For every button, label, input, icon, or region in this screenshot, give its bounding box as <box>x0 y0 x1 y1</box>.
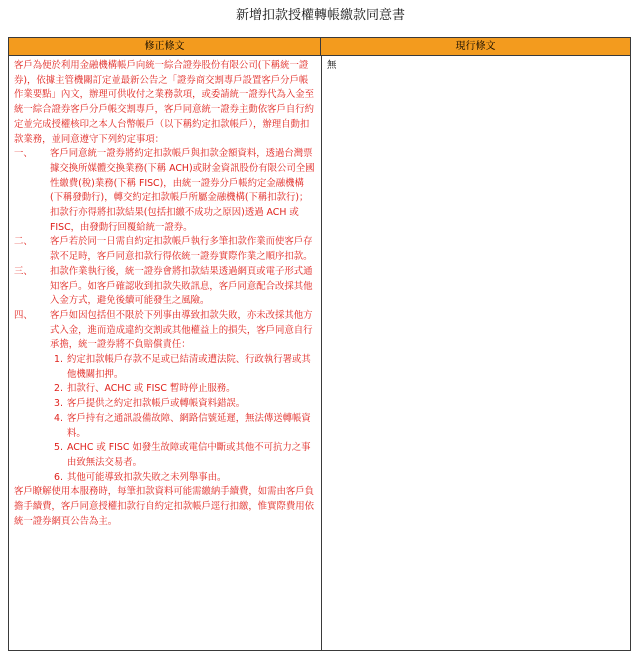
subclause-4 <box>14 412 316 441</box>
clause-number: 四、 <box>14 309 33 321</box>
clause-text: 客戶如因包括但不限於下列事由導致扣款失敗，亦未改採其他方式入金，進而造成違約交割或其他權益上的損失，客戶同意自行承擔，統一證券將不負賠償責任： <box>50 309 313 351</box>
subclause-text: ACHC 或 FISC 如發生故障或電信中斷或其他不可抗力之事由致無法交易者。 <box>67 442 311 468</box>
clause-number: 一、 <box>14 148 33 160</box>
clause-number: 三、 <box>14 265 33 277</box>
subclause-text: 客戶提供之約定扣款帳戶或轉帳資料錯誤。 <box>67 398 246 410</box>
clause-2 <box>14 235 316 264</box>
subclause-text: 扣款行、ACHC 或 FISC 暫時停止服務。 <box>67 383 236 395</box>
subclause-number: 2. <box>54 383 63 395</box>
subclause-number: 3. <box>54 398 63 410</box>
header-revised: 修正條文 <box>9 38 321 56</box>
column-divider <box>321 56 322 650</box>
clause-number: 二、 <box>14 236 33 248</box>
subclause-2 <box>14 382 316 397</box>
subclause-number: 6. <box>54 471 63 483</box>
revised-column <box>14 59 316 530</box>
revised-intro: 客戶為便於利用金融機構帳戶向統一綜合證券股份有限公司(下稱統一證券)，依據主管機關訂定並最新公告之「證券商交割專戶設置客戶分戶帳作業要點」內文，辦理可供收付之業務款項，或委請統一證券代為入金至統一綜合證券客戶分戶帳交割專戶，客戶同意統一證券主動依客戶自行約定並完成授權核印之本人台幣帳戶（以下稱約定扣款帳戶），辦理自動扣款業務，並同意遵守下列約定事項： <box>14 60 315 145</box>
revised-closing: 客戶瞭解使用本服務時，每筆扣款資料可能需繳納手續費，如需由客戶負擔手續費，客戶同意授權扣款行自約定扣款帳戶逕行扣繳，惟實際費用依統一證券網頁公告為主。 <box>14 486 315 527</box>
subclause-5 <box>14 441 316 470</box>
subclause-number: 4. <box>54 412 63 424</box>
subclause-1 <box>14 353 316 382</box>
header-current: 現行條文 <box>321 38 630 56</box>
current-column <box>327 59 617 74</box>
subclause-text: 客戶持有之通訊設備故障、網路信號延遲，無法傳送轉帳資料。 <box>67 412 311 439</box>
clause-3 <box>14 265 316 309</box>
clause-text: 客戶若於同一日需自約定扣款帳戶執行多筆扣款作業而使客戶存款不足時，客戶同意扣款行得依統一證券實際作業之順序扣款。 <box>50 236 313 263</box>
document-title: 新增扣款授權轉帳繳款同意書 <box>235 8 405 23</box>
clause-1 <box>14 147 316 235</box>
subclause-6 <box>14 471 316 486</box>
clause-4 <box>14 309 316 353</box>
subclause-number: 5. <box>54 442 63 454</box>
subclause-text: 其他可能導致扣款失敗之未列舉事由。 <box>67 471 227 483</box>
subclause-3 <box>14 397 316 412</box>
clause-text: 扣款作業執行後，統一證券會將扣款結果透過網頁或電子形式通知客戶。如客戶確認收到扣款失敗訊息，客戶同意配合改採其他入金方式，避免後續可能發生之風險。 <box>50 265 313 307</box>
clause-text: 客戶同意統一證券將約定扣款帳戶與扣款金額資料，透過台灣票據交換所媒體交換業務(下稱 ACH)或財金資訊股份有限公司全國性繳費(稅)業務(下稱 FISC)，由統一證券分戶帳約定金融機構(下稱發動行)，轉交約定扣款帳戶所屬金融機構(下稱扣款行)；扣款行亦得將扣款結果(包括扣繳不成功之原因)透過 ACH 或 FISC，由發動行回覆給統一證券。 <box>50 148 315 233</box>
current-text: 無 <box>327 60 337 71</box>
comparison-table <box>8 37 631 651</box>
subclause-text: 約定扣款帳戶存款不足或已結清或遭法院、行政執行署或其他機關扣押。 <box>67 354 311 380</box>
subclause-number: 1. <box>54 354 63 366</box>
